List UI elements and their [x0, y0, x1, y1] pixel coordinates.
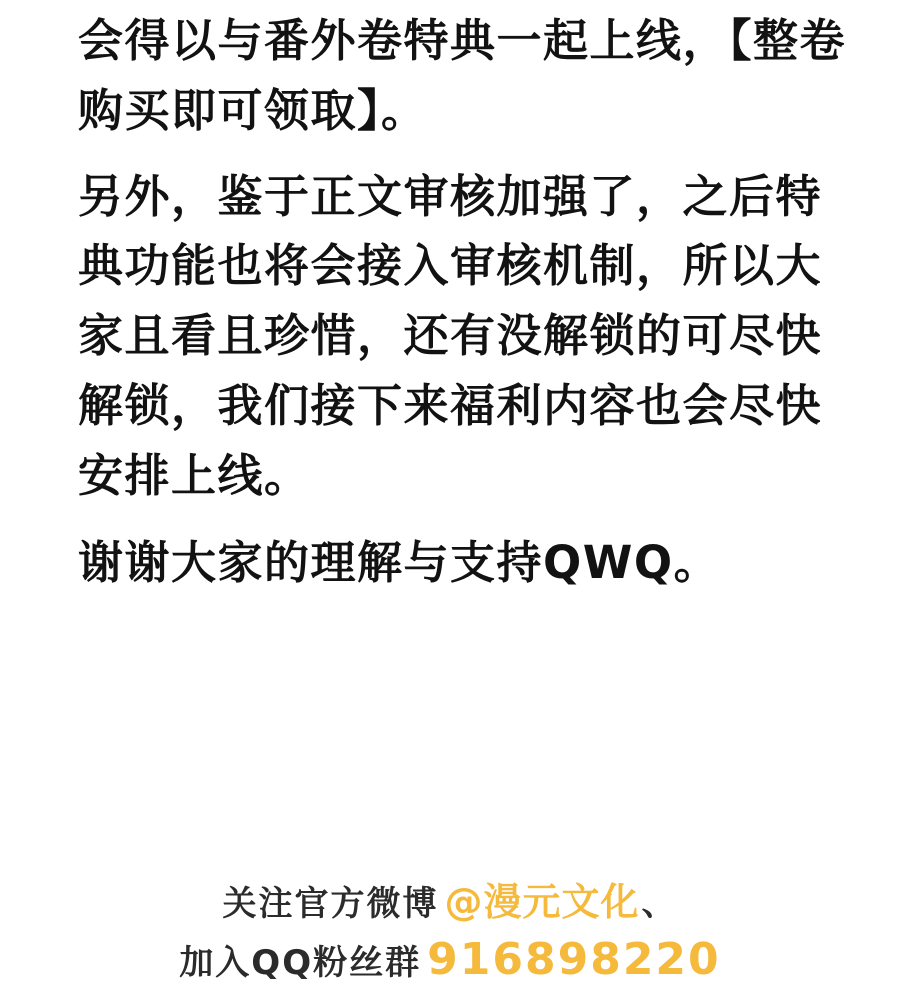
paragraph-3: 谢谢大家的理解与支持QWQ。 — [78, 536, 721, 590]
paragraph-1: 会得以与番外卷特典一起上线，【整卷购买即可领取】。 — [78, 14, 847, 137]
qq-group-label: 加入QQ粉丝群 — [179, 943, 422, 983]
weibo-label: 关注官方微博 — [222, 884, 439, 924]
paragraph-2: 另外，鉴于正文审核加强了，之后特典功能也将会接入审核机制，所以大家且看且珍惜，还有没解锁的可尽快解锁，我们接下来福利内容也会尽快安排上线。 — [78, 169, 823, 502]
weibo-separator: 、 — [641, 884, 678, 924]
qq-group-number: 916898220 — [427, 934, 721, 985]
announcement-body — [78, 6, 848, 600]
footer-contact-block — [0, 871, 900, 985]
weibo-line — [0, 871, 900, 926]
weibo-handle: @漫元文化 — [444, 880, 640, 924]
qq-group-line — [0, 934, 900, 985]
